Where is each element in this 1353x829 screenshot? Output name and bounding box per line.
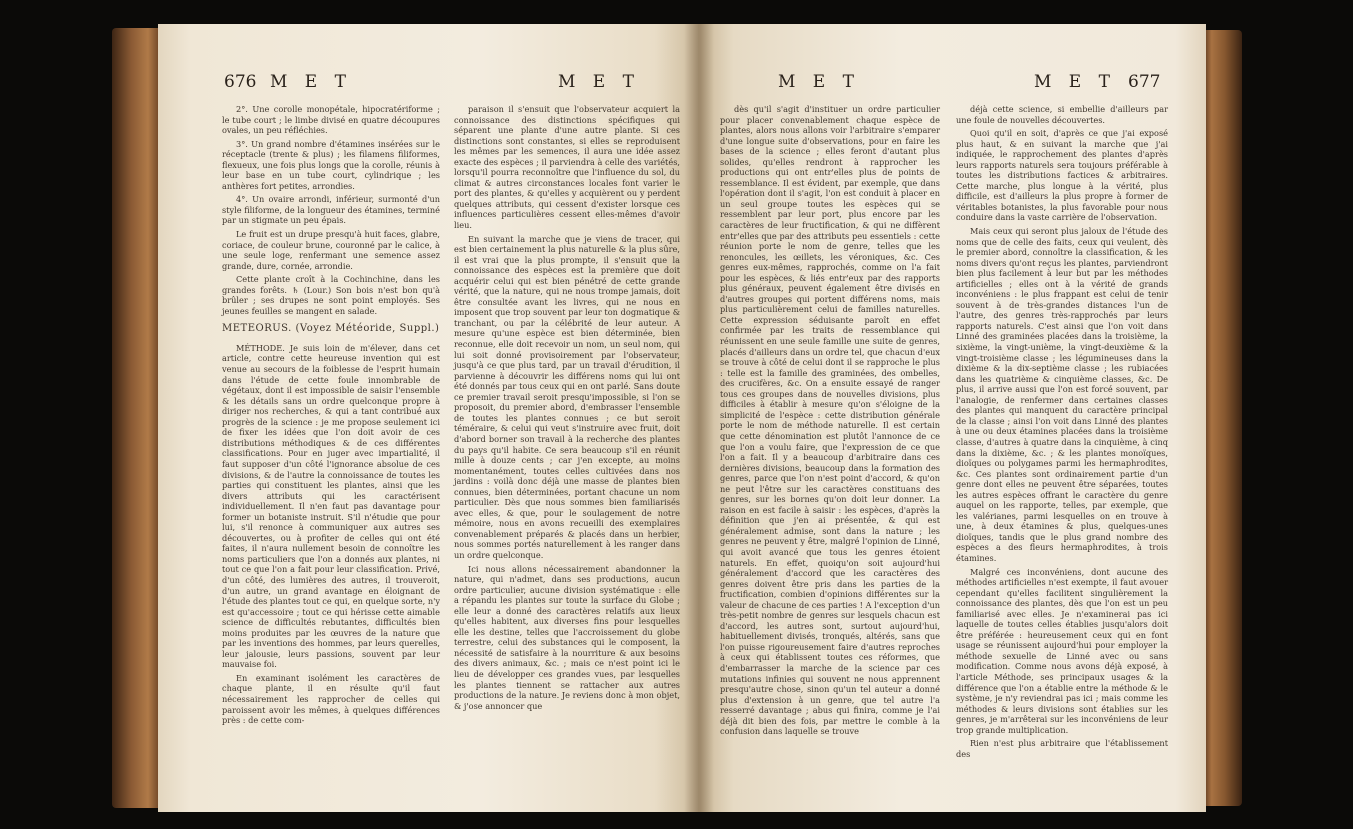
left-page-column-2 <box>454 104 680 714</box>
right-page-column-1 <box>720 104 940 740</box>
paragraph: En examinant isolément les caractères de chaque plante, il en résulte qu'il faut nécessairement les rapprocher de celles qui paroissent avoir les mêmes, à quelques différences près : de cette com- <box>222 672 440 726</box>
running-head-right-b: M E T <box>1034 72 1116 92</box>
right-page <box>698 24 1206 812</box>
paragraph: déjà cette science, si embellie d'ailleurs par une foule de nouvelles découvertes. <box>956 104 1168 125</box>
right-page-edges <box>1204 30 1242 806</box>
left-page <box>158 24 698 812</box>
page-number-right: 677 <box>1128 72 1161 92</box>
paragraph: Mais ceux qui seront plus jaloux de l'étude des noms que de celle des faits, ceux qui veulent, dès le premier abord, connoître la classification, & les noms divers qu'ont reçus les plantes, parviendront bien plus facilement à leur but par les méthodes artificielles ; elles ont à la vérité de grands inconvéniens : le plus frappant est celui de tenir souvent à de très-grandes distances l'un de l'autre, des genres très-rapprochés par leurs rapports naturels. C'est ainsi que l'on voit dans Linné des graminées placées dans la troisième, la sixième, la vingt-unième, la vingt-deuxième & la vingt-troisième classe ; les légumineuses dans la dixième & la dix-septième classe ; les rubiacées dans les quatrième & cinquième classes, &c. De plus, il arrive aussi que l'on est forcé souvent, par l'analogie, de renfermer dans certaines classes des plantes qui manquent du caractère principal de la classe ; ainsi l'on voit dans Linné des plantes à une ou deux étamines placées dans la troisième classe, d'autres à quatre dans la cinquième, à cinq dans la dixième, &c. ; & les plantes monoïques, dioïques ou polygames parmi les hermaphrodites, &c. Ces plantes sont ordinairement partie d'un genre dont elles ne peuvent être séparées, toutes les autres espèces offrant le caractère du genre auquel on les rapporte, telles, par exemple, que les valérianes, parmi lesquelles on en trouve à une, à deux étamines & plus, quelques-unes dioïques, tandis que le plus grand nombre des espèces a des fleurs hermaphrodites, à trois étamines. <box>956 226 1168 563</box>
running-head-right-a: M E T <box>778 72 860 92</box>
paragraph: Le fruit est un drupe presqu'à huit faces, glabre, coriace, de couleur brune, couronné par le calice, à une seule loge, renfermant une semence assez grande, dure, cornée, arrondie. <box>222 229 440 271</box>
running-head-left-a: M E T <box>270 72 352 92</box>
running-head-left-b: M E T <box>558 72 640 92</box>
left-page-edges <box>112 28 160 808</box>
paragraph: En suivant la marche que je viens de tracer, qui est bien certainement la plus naturelle & la plus sûre, il est vrai que la plus prompte, il s'ensuit que la connoissance des espèces est la première que doit acquérir celui qui est bien pénétré de cette grande vérité, que la nature, qui ne nous trompe jamais, doit être consultée avant les livres, qui ne nous en imposent que trop souvent par leur ton dogmatique & tranchant, ou par la célébrité de leur auteur. A mesure qu'une espèce est bien déterminée, bien reconnue, elle doit recevoir un nom, un seul nom, qui lui soit donné provisoirement par l'observateur, jusqu'à ce que plus tard, par un travail d'érudition, il parvienne à découvrir les différens noms qui lui ont été donnés par tous ceux qui en ont parlé. Sans doute ce premier travail seroit presqu'impossible, si l'on se proposoit, du premier abord, d'embrasser l'ensemble de toutes les plantes connues ; ce but seroit téméraire, & celui qui veut s'instruire avec fruit, doit d'abord borner son travail à la recherche des plantes du pays qu'il habite. Ce sera beaucoup s'il en réunit mille à douze cents ; car j'en excepte, au moins momentanément, toutes celles cultivées dans nos jardins : voilà donc déjà une masse de plantes bien connues, bien déterminées, portant chacune un nom particulier. Dès que nous sommes bien familiarisés avec elles, & que, pour le soulagement de notre mémoire, nous en avons recueilli des exemplaires convenablement préparés & placés dans un herbier, nous sommes portés naturellement à les ranger dans un ordre quelconque. <box>454 233 680 560</box>
paragraph: paraison il s'ensuit que l'observateur acquiert la connoissance des distinctions spécifiques qui séparent une plante d'une autre plante. Si ces distinctions sont constantes, si elles se reproduisent les mêmes par les semences, il aura une idée assez exacte des espèces ; il parviendra à celle des variétés, lorsqu'il pourra reconnoître que l'influence du sol, du climat & autres circonstances locales font varier le port des plantes, & qu'elles y acquièrent ou y perdent quelques attributs, qui cessent d'exister lorsque ces influences particulières cessent elles-mêmes d'avoir lieu. <box>454 104 680 231</box>
paragraph: dès qu'il s'agit d'instituer un ordre particulier pour placer convenablement chaque espèce de plantes, alors nous allons voir l'arbitraire s'emparer d'une longue suite d'observations, pour en faire les bases de la science ; elles feront d'autant plus solides, qu'elles rendront à rapprocher les productions qui ont entr'elles plus de points de ressemblance. Il est évident, par exemple, que dans l'opération dont il s'agit, l'on est conduit à placer en un seul groupe toutes les espèces qui se ressemblent par leur port, plus encore par les caractères de leur fructification, & qui ne diffèrent entr'elles que par des attributs peu essentiels : cette réunion porte le nom de genre, telles que les renoncules, les œillets, les véroniques, &c. Ces genres eux-mêmes, rapprochés, comme on l'a fait pour les espèces, & liés entr'eux par des rapports plus généraux, peuvent également être divisés en d'autres groupes qui portent différens noms, mais plus particulièrement celui de familles naturelles. Cette expression séduisante paroît en effet confirmée par les traits de ressemblance qui réunissent en une seule famille une suite de genres, placés d'ailleurs dans un ordre tel, que chacun d'eux se trouve à côté de celui dont il se rapproche le plus : telle est la famille des graminées, des ombelles, des crucifères, &c. On a ensuite essayé de ranger tous ces groupes dans de nouvelles divisions, plus difficiles à établir à mesure qu'on s'éloigne de la simplicité de l'espèce : cette distribution générale porte le nom de méthode naturelle. Il est certain que cette dénomination est plutôt l'annonce de ce que l'on a voulu faire, que l'expression de ce que l'on a fait. Il y a beaucoup d'arbitraire dans ces dernières divisions, beaucoup dans la formation des genres, parce que l'on n'est point d'accord, & qu'on ne peut l'être sur les caractères constituans des genres, sur les bornes qu'on doit leur donner. La raison en est facile à saisir : les espèces, d'après la définition que j'en ai présentée, & qui est généralement admise, sont dans la nature ; les genres ne peuvent y être, malgré l'opinion de Linné, qui avoit avancé que tous les genres étoient naturels. En effet, quoiqu'on soit aujourd'hui généralement d'accord que les caractères des genres doivent être pris dans les parties de la fructification, combien d'opinions différentes sur la valeur de chacune de ces parties ! A l'exception d'un très-petit nombre de genres sur lesquels chacun est d'accord, les autres sont, surtout aujourd'hui, habituellement divisés, tronqués, altérés, sans que l'on puisse rigoureusement faire d'autres reproches à ceux qui établissent toutes ces réformes, que d'embarrasser la marche de la science par ces mutations infinies qui souvent ne nous apprennent presqu'autre chose, sinon qu'un tel auteur a donné plus d'extension à un genre, que tel autre l'a resserré davantage ; abus qui finira, comme je l'ai déjà dit bien des fois, par mettre le comble à la confusion dans laquelle se trouve <box>720 104 940 737</box>
paragraph: 4°. Un ovaire arrondi, inférieur, surmonté d'un style filiforme, de la longueur des étamines, terminé par un stigmate un peu épais. <box>222 194 440 226</box>
paragraph: Quoi qu'il en soit, d'après ce que j'ai exposé plus haut, & en suivant la marche que j'ai indiquée, le rapprochement des plantes d'après leurs rapports naturels sera toujours préférable à toutes les distributions factices & arbitraires. Cette marche, plus longue à la vérité, plus difficile, est d'ailleurs la plus propre à former de véritables botanistes, la plus favorable pour nous conduire dans la vaste carrière de l'observation. <box>956 128 1168 223</box>
paragraph: METEORUS. (Voyez Météoride, Suppl.) <box>222 323 440 335</box>
open-book <box>118 18 1236 816</box>
paragraph: Rien n'est plus arbitraire que l'établissement des <box>956 738 1168 759</box>
paragraph: 3°. Un grand nombre d'étamines insérées sur le réceptacle (trente & plus) ; les filamens filiformes, flexueux, une fois plus longs que la corolle, réunis à leur base en un tube court, cylindrique ; les anthères fort petites, arrondies. <box>222 138 440 191</box>
right-page-column-2 <box>956 104 1168 762</box>
paragraph: 2°. Une corolle monopétale, hipocratériforme ; le tube court ; le limbe divisé en quatre découpures ovales, un peu réfléchies. <box>222 104 440 136</box>
page-number-left: 676 <box>224 72 257 92</box>
paragraph: Cette plante croît à la Cochinchine, dans les grandes forêts. ♄ (Lour.) Son bois n'est bon qu'à brûler ; ses drupes ne sont point employés. Ses jeunes feuilles se mangent en salade. <box>222 274 440 316</box>
paragraph: MÉTHODE. Je suis loin de m'élever, dans cet article, contre cette heureuse invention qui est venue au secours de la foiblesse de l'esprit humain dans l'étude de cette foule innombrable de végétaux, dont il est impossible de saisir l'ensemble & les détails sans un ordre quelconque propre à diriger nos recherches, & qui a tant contribué aux progrès de la science : je me propose seulement ici de fixer les idées que l'on doit avoir de ces distributions méthodiques & de ces différentes classifications. Pour en juger avec impartialité, il faut supposer d'un côté l'ignorance absolue de ces divisions, & de l'autre la connoissance de toutes les parties qui constituent les plantes, ainsi que les divers attributs qui les caractérisent individuellement. Il n'en faut pas davantage pour former un botaniste instruit. S'il n'étudie que pour lui, s'il renonce à communiquer aux autres ses découvertes, ou à profiter de celles qui ont été faites, il n'aura nullement besoin de connoître les noms particuliers que l'on a donnés aux plantes, ni tout ce que l'on a fait pour leur classification. Privé, d'un côté, des lumières des autres, il trouveroit, d'un autre, un grand avantage en éloignant de l'étude des plantes tout ce qui, en quelque sorte, n'y est qu'accessoire ; tout ce qui hérisse cette aimable science de difficultés rebutantes, difficultés bien moins produites par les œuvres de la nature que par les inventions des hommes, par leurs querelles, leur jalousie, leurs passions, souvent par leur mauvaise foi. <box>222 342 440 670</box>
paragraph: Malgré ces inconvéniens, dont aucune des méthodes artificielles n'est exempte, il faut avouer cependant qu'elles facilitent singulièrement la connoissance des plantes, dès que l'on est un peu familiarisé avec elles. Je n'examinerai pas ici laquelle de toutes celles établies jusqu'alors doit être préférée : heureusement ceux qui en font usage se réunissent aujourd'hui pour employer la méthode sexuelle de Linné avec ou sans modification. Comme nous avons déjà exposé, à l'article Méthode, ses principaux usages & la différence que l'on a établie entre la méthode & le système, je n'y reviendrai pas ici ; mais comme les méthodes & leurs divisions sont établies sur les genres, je m'arrêterai sur les inconvéniens de leur trop grande multiplication. <box>956 566 1168 735</box>
left-page-column-1 <box>222 104 440 729</box>
paragraph: Ici nous allons nécessairement abandonner la nature, qui n'admet, dans ses productions, aucun ordre particulier, aucune division systématique : elle a répandu les plantes sur toute la surface du Globe ; elle leur a donné des caractères relatifs aux lieux qu'elles habitent, aux diverses fins pour lesquelles elle les destine, telles que l'accroissement du globe terrestre, celui des substances qui le composent, la nécessité de satisfaire à la nourriture & aux besoins des divers animaux, &c. ; mais ce n'est point ici le lieu de développer ces grandes vues, par lesquelles les plantes tiennent se rattacher aux autres productions de la nature. Je reviens donc à mon objet, & j'ose annoncer que <box>454 563 680 711</box>
